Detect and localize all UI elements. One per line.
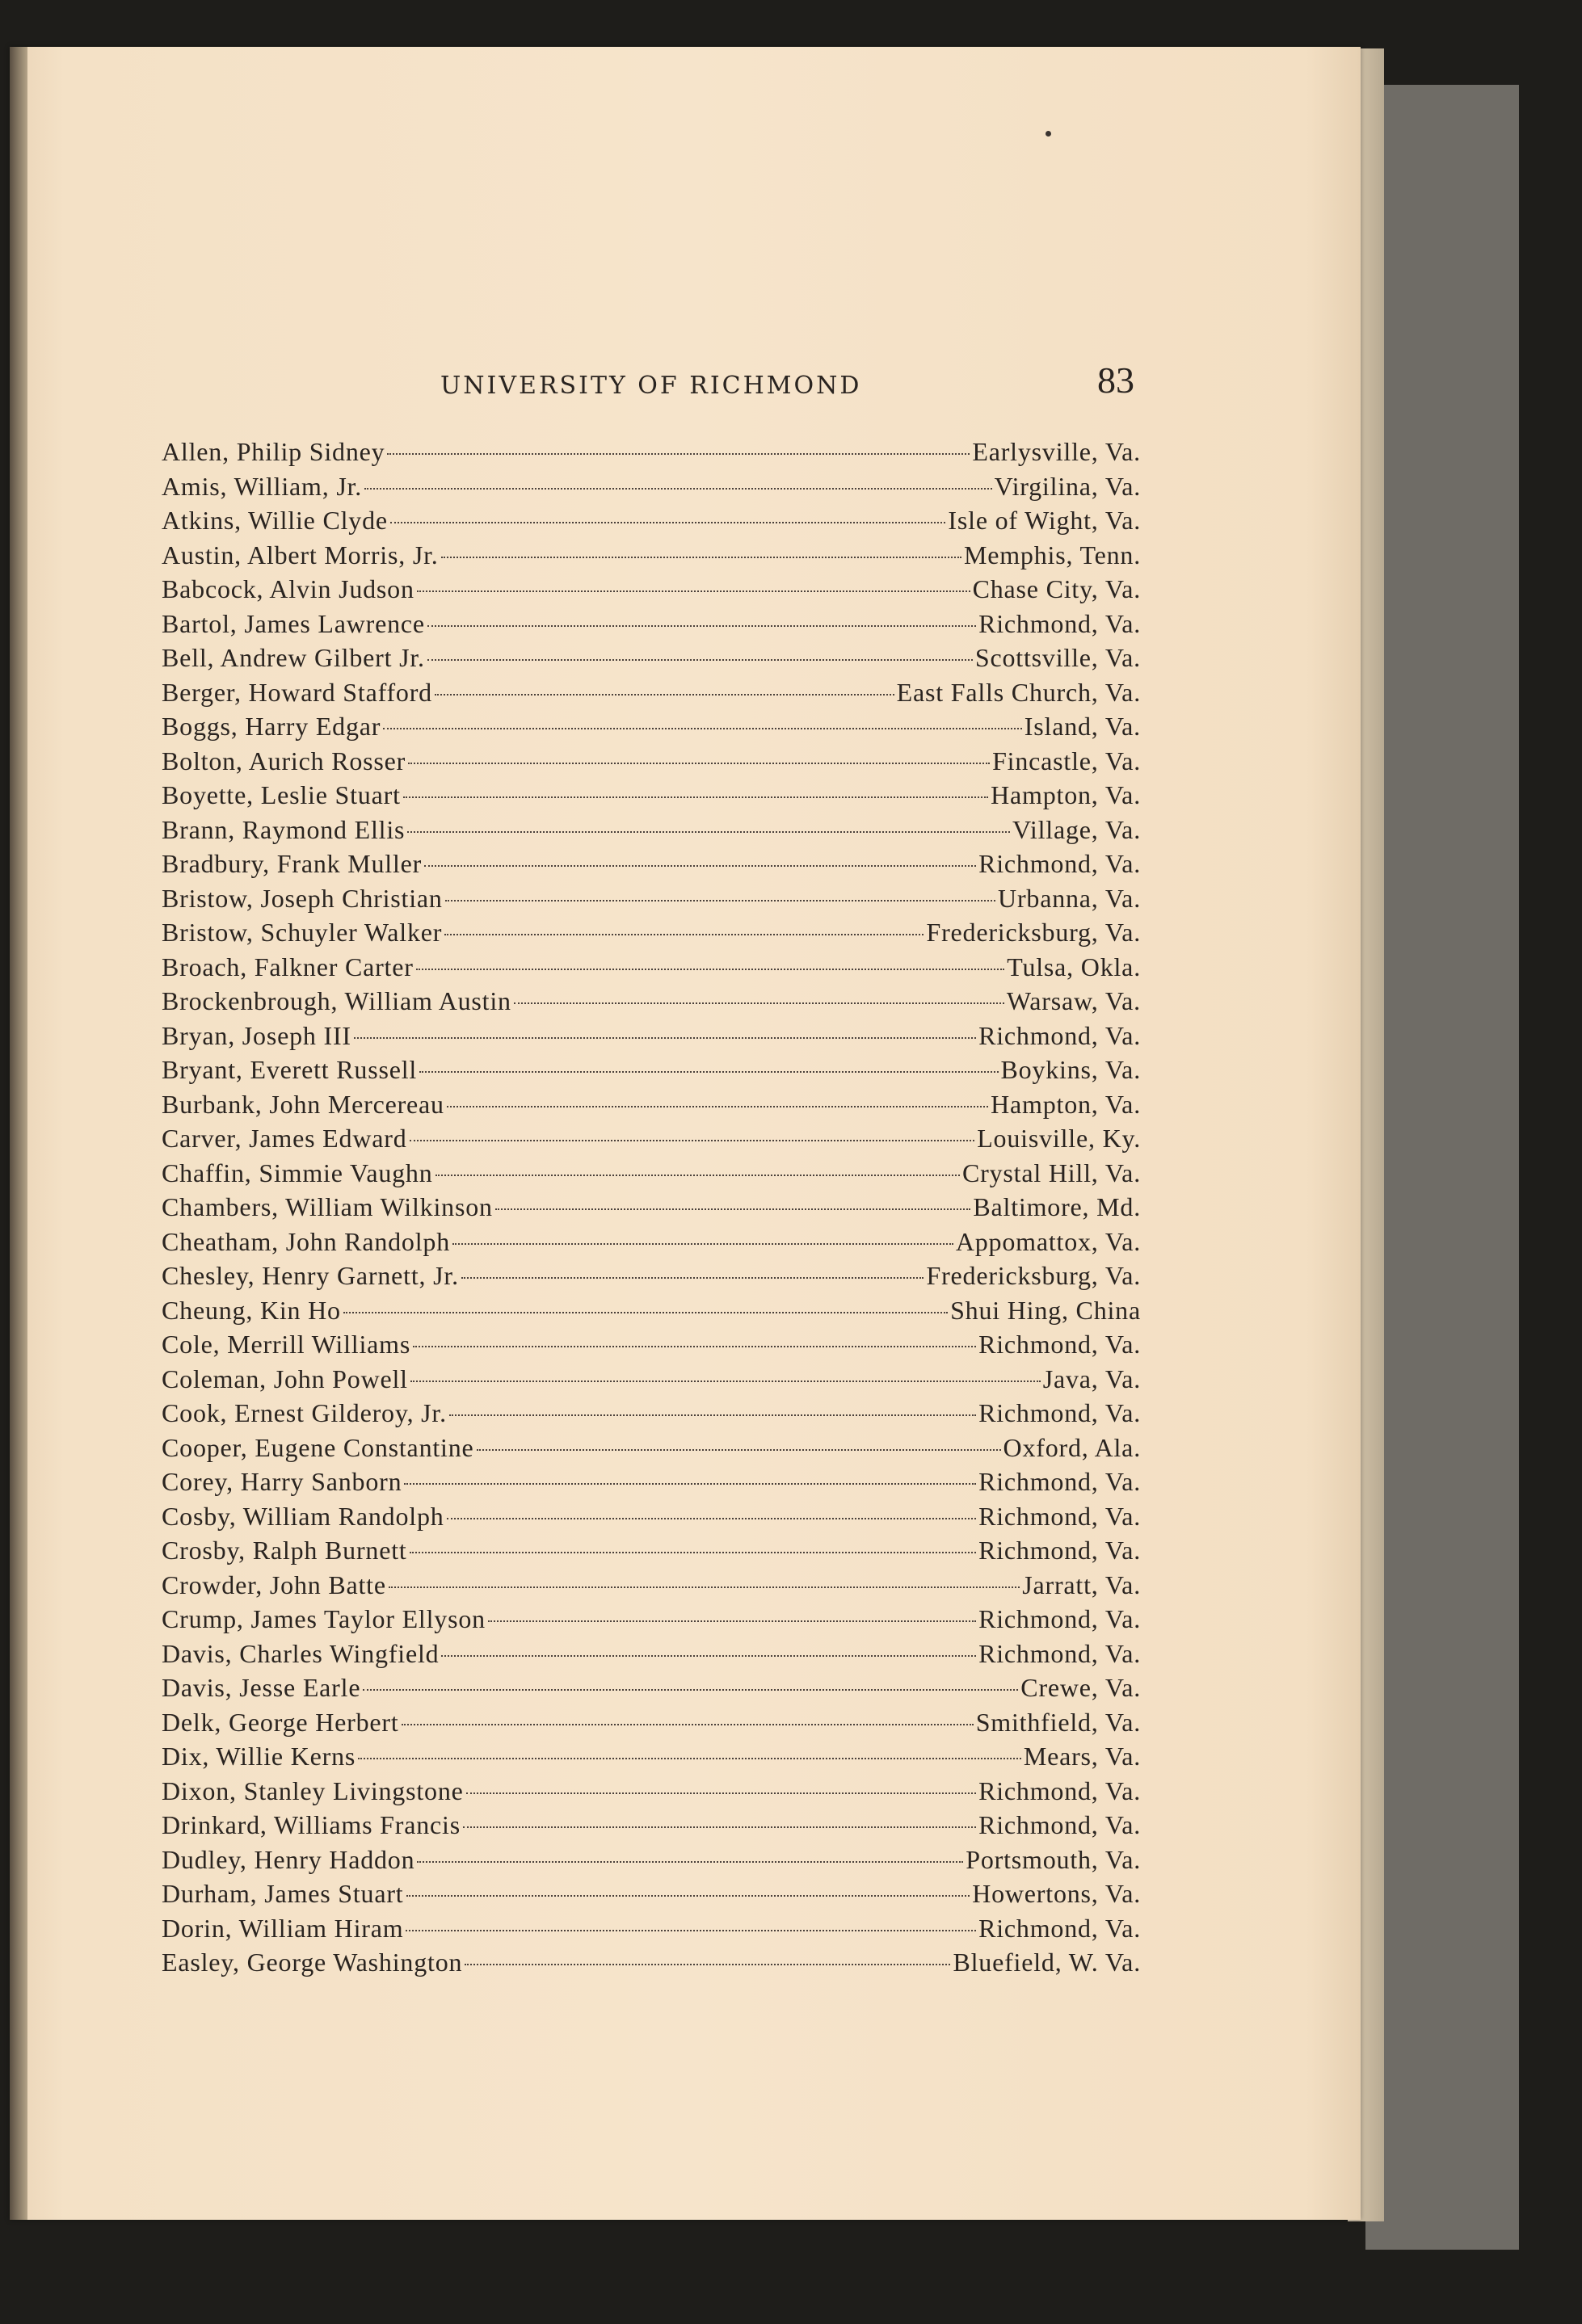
roster-entry — [162, 1843, 1141, 1877]
student-name: Carver, James Edward — [162, 1124, 407, 1153]
dot-leader — [403, 796, 988, 798]
student-hometown: Memphis, Tenn. — [963, 540, 1141, 569]
student-name: Cheung, Kin Ho — [162, 1295, 341, 1325]
roster-entry — [162, 1225, 1141, 1259]
roster-entry — [162, 641, 1141, 675]
roster-entry — [162, 1876, 1141, 1911]
student-name: Chaffin, Simmie Vaughn — [162, 1158, 433, 1187]
student-hometown: Mears, Va. — [1023, 1742, 1141, 1771]
student-hometown: Smithfield, Va. — [975, 1707, 1141, 1737]
student-hometown: Jarratt, Va. — [1022, 1570, 1141, 1599]
roster-entry — [162, 1087, 1141, 1122]
student-name: Coleman, John Powell — [162, 1364, 408, 1393]
student-hometown: Richmond, Va. — [978, 1398, 1141, 1427]
roster-entry — [162, 709, 1141, 744]
student-hometown: Crewe, Va. — [1020, 1673, 1141, 1702]
student-name: Corey, Harry Sanborn — [162, 1467, 402, 1496]
ink-speck — [1046, 131, 1051, 137]
roster-entry — [162, 675, 1141, 710]
student-hometown: Richmond, Va. — [978, 1913, 1141, 1943]
running-title: UNIVERSITY OF RICHMOND — [440, 372, 862, 400]
student-hometown: Fincastle, Va. — [992, 746, 1141, 775]
student-name: Burbank, John Mercereau — [162, 1089, 444, 1119]
roster-entry — [162, 915, 1141, 950]
student-hometown: Urbanna, Va. — [998, 883, 1141, 913]
student-hometown: East Falls Church, Va. — [896, 677, 1141, 707]
dot-leader — [389, 1586, 1020, 1588]
roster-entry — [162, 778, 1141, 813]
dot-leader — [452, 1243, 953, 1245]
student-name: Davis, Charles Wingfield — [162, 1638, 440, 1668]
student-hometown: Village, Va. — [1012, 814, 1141, 844]
roster-entry — [162, 1911, 1141, 1946]
student-hometown: Richmond, Va. — [978, 1536, 1141, 1565]
page-header — [162, 352, 1134, 417]
dot-leader — [477, 1449, 1001, 1451]
student-name: Broach, Falkner Carter — [162, 952, 414, 981]
student-name: Chambers, William Wilkinson — [162, 1192, 493, 1221]
student-name: Berger, Howard Stafford — [162, 677, 432, 707]
dot-leader — [465, 1964, 950, 1965]
roster-entry — [162, 1396, 1141, 1431]
dot-leader — [407, 831, 1010, 833]
student-hometown: Hampton, Va. — [991, 1089, 1141, 1119]
student-hometown: Warsaw, Va. — [1006, 986, 1141, 1015]
student-name: Crosby, Ralph Burnett — [162, 1536, 407, 1565]
student-name: Bryant, Everett Russell — [162, 1055, 418, 1084]
student-name: Amis, William, Jr. — [162, 471, 363, 501]
dot-leader — [363, 1689, 1018, 1691]
dot-leader — [383, 728, 1022, 729]
roster-entry — [162, 1190, 1141, 1225]
student-hometown: Louisville, Ky. — [977, 1124, 1141, 1153]
dot-leader — [488, 1620, 976, 1622]
document-page — [10, 47, 1361, 2220]
student-name: Crowder, John Batte — [162, 1570, 386, 1599]
student-hometown: Chase City, Va. — [972, 574, 1141, 603]
student-hometown: Fredericksburg, Va. — [926, 918, 1141, 947]
student-hometown: Scottsville, Va. — [974, 643, 1141, 672]
student-name: Cooper, Eugene Constantine — [162, 1432, 474, 1462]
dot-leader — [417, 1861, 963, 1863]
dot-leader — [406, 1895, 970, 1897]
roster-entry — [162, 1327, 1141, 1362]
dot-leader — [447, 1106, 988, 1107]
roster-entry — [162, 1019, 1141, 1053]
student-hometown: Oxford, Ala. — [1003, 1432, 1141, 1462]
dot-leader — [495, 1208, 971, 1210]
roster-entry — [162, 1774, 1141, 1809]
student-hometown: Richmond, Va. — [978, 608, 1141, 638]
student-hometown: Boykins, Va. — [1000, 1055, 1141, 1084]
student-name: Austin, Albert Morris, Jr. — [162, 540, 439, 569]
roster-entry — [162, 847, 1141, 881]
student-name: Cheatham, John Randolph — [162, 1226, 451, 1256]
dot-leader — [417, 590, 970, 592]
student-name: Dixon, Stanley Livingstone — [162, 1776, 464, 1805]
dot-leader — [449, 1414, 976, 1416]
student-name: Bristow, Joseph Christian — [162, 883, 443, 913]
student-name: Bryan, Joseph III — [162, 1020, 351, 1050]
student-hometown: Appomattox, Va. — [955, 1226, 1141, 1256]
roster-entry — [162, 813, 1141, 847]
student-name: Dudley, Henry Haddon — [162, 1844, 415, 1874]
student-hometown: Howertons, Va. — [972, 1879, 1141, 1908]
dot-leader — [463, 1826, 976, 1828]
dot-leader — [354, 1037, 976, 1039]
roster-entry — [162, 607, 1141, 641]
student-hometown: Richmond, Va. — [978, 1330, 1141, 1359]
student-hometown: Richmond, Va. — [978, 1020, 1141, 1050]
roster-entry — [162, 1053, 1141, 1087]
dot-leader — [402, 1724, 974, 1725]
roster-entry — [162, 1499, 1141, 1534]
student-hometown: Virgilina, Va. — [994, 471, 1141, 501]
student-name: Crump, James Taylor Ellyson — [162, 1604, 486, 1633]
student-name: Delk, George Herbert — [162, 1707, 399, 1737]
student-hometown: Isle of Wight, Va. — [948, 506, 1141, 535]
student-name: Durham, James Stuart — [162, 1879, 404, 1908]
roster-entry — [162, 1602, 1141, 1637]
student-name: Easley, George Washington — [162, 1948, 463, 1977]
student-name: Bartol, James Lawrence — [162, 608, 425, 638]
student-name: Davis, Jesse Earle — [162, 1673, 361, 1702]
dot-leader — [387, 453, 970, 455]
roster-entry — [162, 1431, 1141, 1465]
dot-leader — [416, 969, 1005, 970]
dot-leader — [444, 934, 924, 935]
student-hometown: Crystal Hill, Va. — [961, 1158, 1141, 1187]
roster-entry — [162, 1705, 1141, 1740]
page-gutter — [10, 47, 27, 2220]
roster-entry — [162, 984, 1141, 1019]
student-roster — [162, 435, 1141, 1980]
dot-leader — [343, 1312, 948, 1313]
dot-leader — [410, 1140, 975, 1141]
student-hometown: Richmond, Va. — [978, 1810, 1141, 1839]
student-hometown: Richmond, Va. — [978, 1501, 1141, 1531]
dot-leader — [413, 1346, 976, 1347]
roster-entry — [162, 950, 1141, 985]
page-number: 83 — [1097, 359, 1134, 401]
student-name: Boggs, Harry Edgar — [162, 712, 381, 741]
dot-leader — [445, 900, 995, 901]
student-hometown: Tulsa, Okla. — [1007, 952, 1141, 981]
dot-leader — [358, 1758, 1021, 1759]
student-name: Allen, Philip Sidney — [162, 437, 385, 466]
roster-entry — [162, 1465, 1141, 1499]
student-hometown: Hampton, Va. — [991, 780, 1141, 809]
student-name: Brockenbrough, William Austin — [162, 986, 511, 1015]
student-hometown: Richmond, Va. — [978, 849, 1141, 878]
dot-leader — [419, 1071, 998, 1073]
student-name: Cook, Ernest Gilderoy, Jr. — [162, 1398, 447, 1427]
roster-entry — [162, 469, 1141, 504]
student-name: Atkins, Willie Clyde — [162, 506, 388, 535]
student-hometown: Earlysville, Va. — [972, 437, 1141, 466]
student-name: Cosby, William Randolph — [162, 1501, 444, 1531]
dot-leader — [406, 1930, 976, 1931]
student-name: Dix, Willie Kerns — [162, 1742, 356, 1771]
dot-leader — [427, 659, 973, 661]
roster-entry — [162, 1568, 1141, 1603]
roster-entry — [162, 1362, 1141, 1397]
roster-entry — [162, 1671, 1141, 1705]
dot-leader — [424, 865, 976, 867]
student-name: Chesley, Henry Garnett, Jr. — [162, 1261, 459, 1290]
roster-entry — [162, 1156, 1141, 1191]
roster-entry — [162, 572, 1141, 607]
student-hometown: Java, Va. — [1042, 1364, 1141, 1393]
dot-leader — [390, 522, 946, 523]
dot-leader — [364, 488, 991, 490]
student-name: Babcock, Alvin Judson — [162, 574, 414, 603]
roster-entry — [162, 503, 1141, 538]
dot-leader — [514, 1002, 1004, 1004]
dot-leader — [447, 1518, 977, 1519]
roster-entry — [162, 1259, 1141, 1293]
student-hometown: Richmond, Va. — [978, 1638, 1141, 1668]
student-name: Dorin, William Hiram — [162, 1913, 404, 1943]
roster-entry — [162, 435, 1141, 469]
student-hometown: Fredericksburg, Va. — [926, 1261, 1141, 1290]
student-hometown: Bluefield, W. Va. — [953, 1948, 1141, 1977]
student-hometown: Richmond, Va. — [978, 1467, 1141, 1496]
roster-entry — [162, 881, 1141, 916]
dot-leader — [441, 557, 961, 558]
dot-leader — [427, 625, 976, 627]
student-name: Bell, Andrew Gilbert Jr. — [162, 643, 425, 672]
dot-leader — [435, 1175, 960, 1176]
roster-entry — [162, 1945, 1141, 1980]
roster-entry — [162, 1739, 1141, 1774]
student-hometown: Richmond, Va. — [978, 1776, 1141, 1805]
roster-entry — [162, 1637, 1141, 1671]
roster-entry — [162, 744, 1141, 779]
student-name: Bristow, Schuyler Walker — [162, 918, 443, 947]
dot-leader — [441, 1655, 976, 1657]
student-name: Cole, Merrill Williams — [162, 1330, 411, 1359]
student-hometown: Island, Va. — [1024, 712, 1141, 741]
dot-leader — [466, 1792, 976, 1794]
student-name: Bradbury, Frank Muller — [162, 849, 423, 878]
dot-leader — [410, 1381, 1041, 1382]
student-hometown: Richmond, Va. — [978, 1604, 1141, 1633]
roster-entry — [162, 1808, 1141, 1843]
dot-leader — [461, 1277, 924, 1279]
student-name: Bolton, Aurich Rosser — [162, 746, 406, 775]
roster-entry — [162, 538, 1141, 573]
background-shadow — [1365, 85, 1519, 2250]
dot-leader — [408, 763, 990, 764]
roster-entry — [162, 1533, 1141, 1568]
roster-entry — [162, 1121, 1141, 1156]
dot-leader — [435, 694, 894, 696]
student-name: Brann, Raymond Ellis — [162, 814, 406, 844]
dot-leader — [410, 1552, 976, 1553]
roster-entry — [162, 1293, 1141, 1328]
dot-leader — [404, 1483, 976, 1485]
student-name: Drinkard, Williams Francis — [162, 1810, 461, 1839]
student-hometown: Portsmouth, Va. — [966, 1844, 1141, 1874]
student-hometown: Shui Hing, China — [950, 1295, 1141, 1325]
student-name: Boyette, Leslie Stuart — [162, 780, 401, 809]
student-hometown: Baltimore, Md. — [973, 1192, 1141, 1221]
